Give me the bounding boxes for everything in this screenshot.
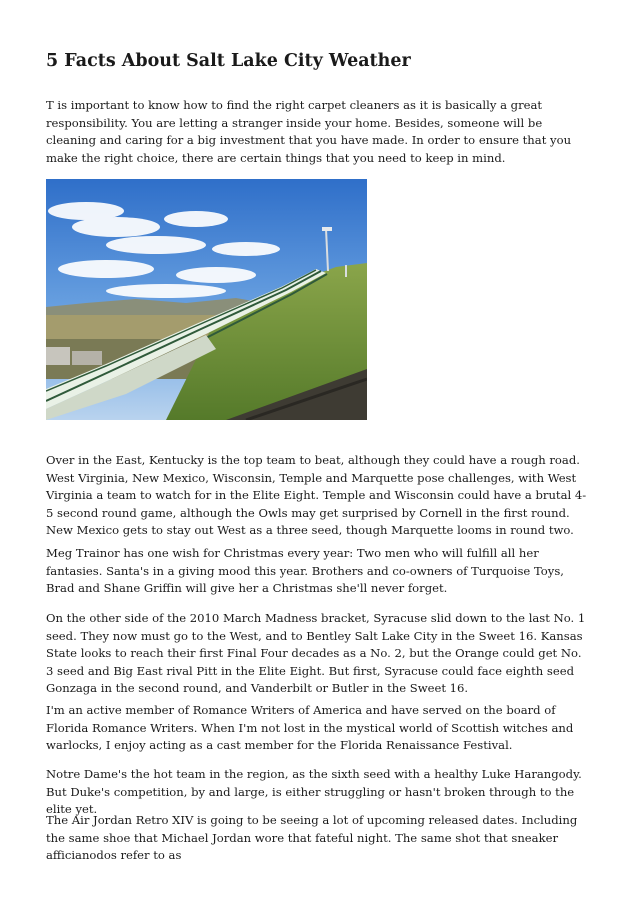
paragraph-christmas: Meg Trainor has one wish for Christmas every year: Two men who will fulfill all her fantasies. Santa's in a giving mood this year. Brothers and co-owners of Turquoise Toys, Brad and Shane Griffin will give her a Christmas she'll never forget.: [46, 546, 564, 596]
ski-jump-photo: [46, 179, 367, 420]
paragraph-air-jordan: The Air Jordan Retro XIV is going to be seeing a lot of upcoming released dates. Including the same shoe that Michael Jordan wore that fateful night. The same shot that sneaker afficianodos refer to as: [46, 813, 578, 863]
paragraph-notre-dame: Notre Dame's the hot team in the region, as the sixth seed with a healthy Luke Harangody. But Duke's competition, by and large, is either struggling or hasn't broken through to the elite yet.: [46, 767, 582, 817]
page-title: 5 Facts About Salt Lake City Weather: [46, 51, 411, 71]
paragraph-west-region: On the other side of the 2010 March Madness bracket, Syracuse slid down to the last No. 1 seed. They now must go to the West, and to Bentley Salt Lake City in the Sweet 16. Kansas State looks to reach their first Final Four decades as a No. 2, but the Orange could get No. 3 seed and Big East rival Pitt in the Elite Eight. But first, Syracuse could face eighth seed Gonzaga in the second round, and Vanderbilt or Butler in the Sweet 16.: [46, 611, 586, 696]
paragraph-intro: T is important to know how to find the right carpet cleaners as it is basically a great responsibility. You are letting a stranger inside your home. Besides, someone will be cleaning and caring for a big investment that you have made. In order to ensure that you make the right choice, there are certain things that you need to keep in mind.: [46, 98, 572, 165]
paragraph-east-region: Over in the East, Kentucky is the top team to beat, although they could have a rough road. West Virginia, New Mexico, Wisconsin, Temple and Marquette pose challenges, with West Virginia a team to watch for in the Elite Eight. Temple and Wisconsin could have a brutal 4-5 second round game, although the Owls may get surprised by Cornell in the first round. New Mexico gets to stay out West as a three seed, though Marquette looms in round two.: [46, 453, 587, 538]
paragraph-author: I'm an active member of Romance Writers of America and have served on the board of Florida Romance Writers. When I'm not lost in the mystical world of Scottish witches and warlocks, I enjoy acting as a cast member for the Florida Renaissance Festival.: [46, 703, 574, 753]
